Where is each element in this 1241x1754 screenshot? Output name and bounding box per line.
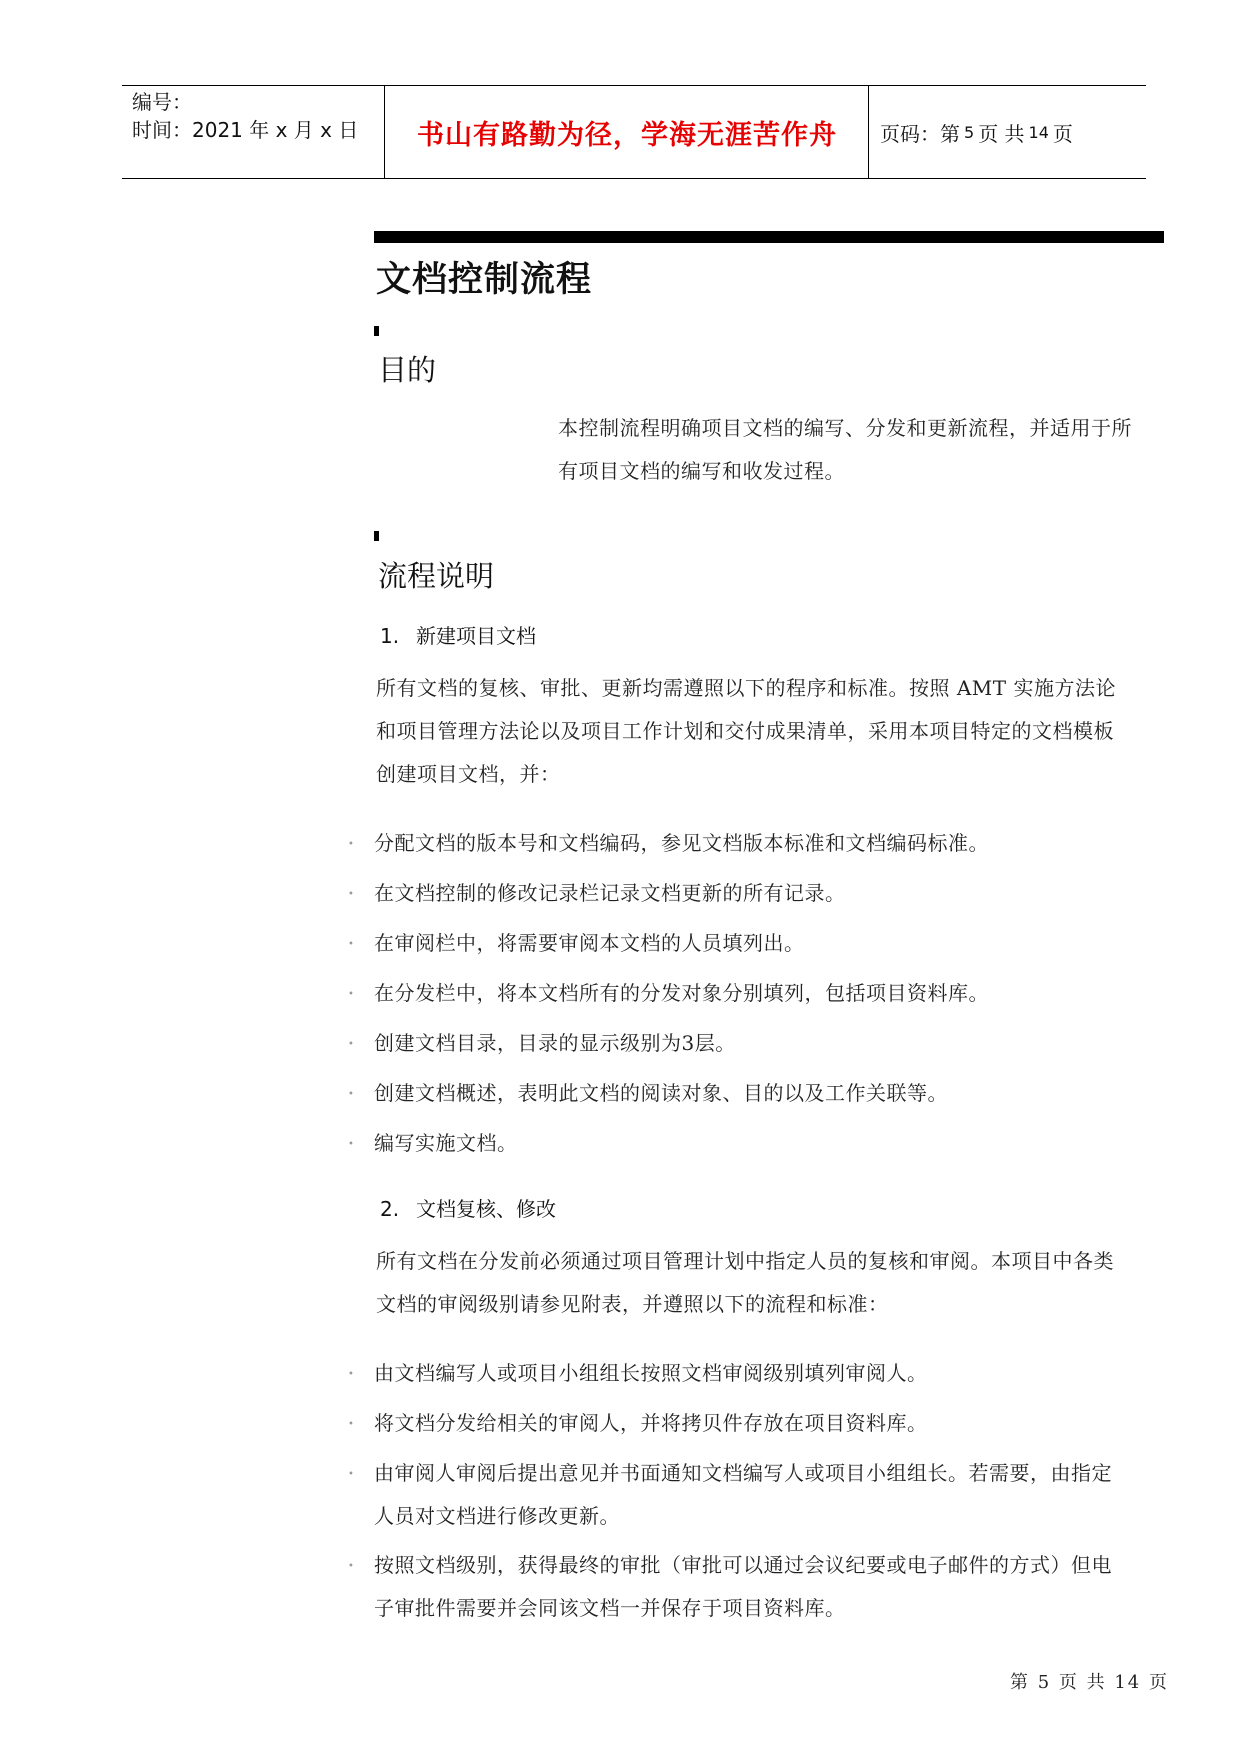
step2-line-1: 所有文档在分发前必须通过项目管理计划中指定人员的复核和审阅。本项目中各类 <box>376 1249 1114 1273</box>
step1-line-1: 所有文档的复核、审批、更新均需遵照以下的程序和标准。按照 AMT 实施方法论 <box>376 676 1116 700</box>
bullet-icon: • <box>348 1469 355 1480</box>
page-prefix: 页码：第 <box>880 121 960 146</box>
section-heading-process: 流程说明 <box>378 559 495 593</box>
list-item: • 编写实施文档。 <box>348 1122 989 1166</box>
purpose-line-2: 有项目文档的编写和收发过程。 <box>558 459 845 483</box>
title-rule <box>374 231 1164 243</box>
page-total: 14 <box>1028 122 1049 142</box>
header-divider-2 <box>868 86 869 178</box>
list-item: • 按照文档级别，获得最终的审批（审批可以通过会议纪要或电子邮件的方式）但电 子审批件需要并会同该文档一并保存于项目资料库。 <box>348 1544 1112 1630</box>
bullet-list-step1 <box>348 822 989 1166</box>
step2-heading <box>380 1193 556 1222</box>
section-heading-purpose: 目的 <box>378 353 437 387</box>
step1-heading <box>380 620 536 649</box>
bullet-icon: • <box>348 889 355 900</box>
step2-label: 文档复核、修改 <box>416 1197 556 1221</box>
bullet-icon: • <box>348 1139 355 1150</box>
page-footer: 第 5 页 共 14 页 <box>1010 1672 1169 1693</box>
purpose-line-1: 本控制流程明确项目文档的编写、分发和更新流程，并适用于所 <box>558 416 1132 440</box>
section-marker <box>374 326 379 336</box>
step1-line-2: 和项目管理方法论以及项目工作计划和交付成果清单，采用本项目特定的文档模板 <box>376 719 1114 743</box>
list-item: • 在分发栏中，将本文档所有的分发对象分别填列，包括项目资料库。 <box>348 972 989 1016</box>
code-label: 编号： <box>132 90 192 114</box>
step1-line-3: 创建项目文档，并： <box>376 762 561 786</box>
bullet-icon: • <box>348 939 355 950</box>
section-marker <box>374 531 379 541</box>
bullet-icon: • <box>348 1089 355 1100</box>
step1-paragraph <box>376 667 1116 796</box>
bullet-list-step2 <box>348 1352 1112 1630</box>
page-num: 5 <box>964 122 975 142</box>
bullet-icon: • <box>348 1419 355 1430</box>
step1-num: 1. <box>380 624 400 648</box>
bullet-icon: • <box>348 989 355 1000</box>
header-divider-1 <box>384 86 385 178</box>
header-meta <box>132 88 382 144</box>
bullet-icon: • <box>348 1039 355 1050</box>
page-header <box>122 85 1146 179</box>
list-item: • 在文档控制的修改记录栏记录文档更新的所有记录。 <box>348 872 989 916</box>
page-mid: 页 共 <box>978 121 1025 146</box>
header-page-number <box>880 86 1073 178</box>
list-item: • 创建文档目录，目录的显示级别为3层。 <box>348 1022 989 1066</box>
list-item: • 将文档分发给相关的审阅人，并将拷贝件存放在项目资料库。 <box>348 1402 1112 1446</box>
list-item: • 由审阅人审阅后提出意见并书面通知文档编写人或项目小组组长。若需要，由指定 人员对文档进行修改更新。 <box>348 1452 1112 1538</box>
step1-label: 新建项目文档 <box>416 624 536 648</box>
bullet-icon: • <box>348 839 355 850</box>
page-suffix: 页 <box>1052 121 1073 146</box>
time-label: 时间：2021 年 x 月 x 日 <box>132 118 359 142</box>
page-title: 文档控制流程 <box>376 260 593 300</box>
step2-paragraph <box>376 1240 1114 1326</box>
step2-num: 2. <box>380 1197 400 1221</box>
list-item: • 分配文档的版本号和文档编码，参见文档版本标准和文档编码标准。 <box>348 822 989 866</box>
list-item: • 在审阅栏中，将需要审阅本文档的人员填列出。 <box>348 922 989 966</box>
step2-line-2: 文档的审阅级别请参见附表，并遵照以下的流程和标准： <box>376 1292 889 1316</box>
list-item: • 由文档编写人或项目小组组长按照文档审阅级别填列审阅人。 <box>348 1352 1112 1396</box>
bullet-icon: • <box>348 1561 355 1572</box>
purpose-text <box>558 407 1132 493</box>
bullet-icon: • <box>348 1369 355 1380</box>
list-item: • 创建文档概述，表明此文档的阅读对象、目的以及工作关联等。 <box>348 1072 989 1116</box>
header-motto: 书山有路勤为径，学海无涯苦作舟 <box>417 119 837 151</box>
